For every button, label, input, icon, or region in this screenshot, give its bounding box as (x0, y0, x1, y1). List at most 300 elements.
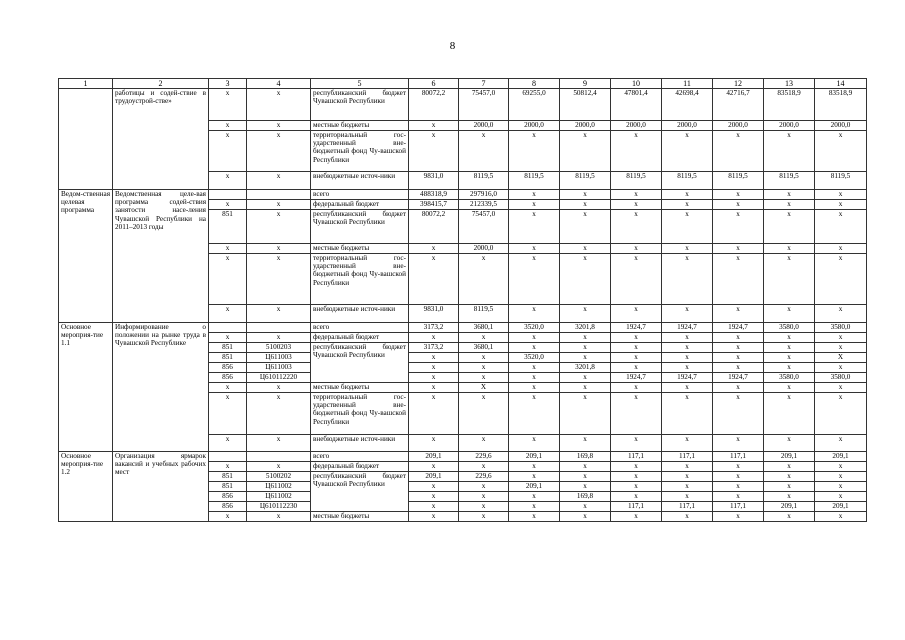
value-cell: x (459, 492, 509, 502)
value-cell: x (611, 305, 662, 323)
value-cell: 117,1 (662, 452, 713, 462)
value-cell: x (815, 462, 867, 472)
source-cell: республиканский бюджет Чувашской Республики (311, 210, 409, 244)
value-cell: x (764, 482, 815, 492)
value-cell: 117,1 (713, 502, 764, 512)
value-cell: x (764, 492, 815, 502)
value-cell: x (815, 333, 867, 343)
value-cell: 209,1 (815, 452, 867, 462)
value-cell: 3580,0 (764, 373, 815, 383)
value-cell: 8119,5 (611, 172, 662, 190)
value-cell: x (662, 353, 713, 363)
source-cell: республиканский бюджет Чувашской Республики (311, 343, 409, 383)
value-cell: 2000,0 (611, 121, 662, 131)
value-cell: 50812,4 (560, 89, 611, 121)
column-header: 5 (311, 79, 409, 89)
column-header: 4 (247, 79, 311, 89)
source-cell: территориальный гос-ударственный вне-бюджетный фонд Чу-вашской Республики (311, 254, 409, 305)
value-cell: x (713, 393, 764, 435)
value-cell: x (713, 512, 764, 522)
value-cell: x (764, 472, 815, 482)
source-cell: внебюджетные источ-ники (311, 435, 409, 452)
value-cell: x (662, 393, 713, 435)
value-cell: 229,6 (459, 472, 509, 482)
value-cell: x (764, 200, 815, 210)
value-cell: x (662, 512, 713, 522)
value-cell: x (209, 131, 247, 172)
value-cell: 1924,7 (662, 373, 713, 383)
value-cell: Ц611002 (247, 492, 311, 502)
value-cell: x (713, 435, 764, 452)
value-cell: x (815, 363, 867, 373)
value-cell: 83518,9 (764, 89, 815, 121)
table-row (59, 190, 867, 200)
value-cell: x (409, 333, 459, 343)
value-cell: Ц610112220 (247, 373, 311, 383)
value-cell: 8119,5 (662, 172, 713, 190)
name-cell: Информирование о положении на рынке труда в Чувашской Республике (113, 323, 209, 452)
value-cell: x (509, 190, 560, 200)
value-cell: x (409, 435, 459, 452)
source-cell: всего (311, 190, 409, 200)
value-cell: x (247, 121, 311, 131)
value-cell: x (560, 393, 611, 435)
value-cell: 75457,0 (459, 210, 509, 244)
value-cell: x (815, 244, 867, 254)
value-cell: x (611, 512, 662, 522)
value-cell: x (409, 363, 459, 373)
value-cell: x (209, 172, 247, 190)
value-cell (209, 452, 247, 462)
value-cell: Ц611002 (247, 482, 311, 492)
source-cell: территориальный гос-ударственный вне-бюджетный фонд Чу-вашской Республики (311, 131, 409, 172)
value-cell: x (459, 254, 509, 305)
value-cell: 8119,5 (560, 172, 611, 190)
value-cell: x (247, 462, 311, 472)
value-cell: 2000,0 (815, 121, 867, 131)
value-cell: x (713, 482, 764, 492)
value-cell: 209,1 (764, 502, 815, 512)
value-cell: x (209, 393, 247, 435)
value-cell: x (509, 244, 560, 254)
value-cell: x (459, 131, 509, 172)
value-cell: 3580,0 (815, 373, 867, 383)
value-cell: x (713, 200, 764, 210)
value-cell: 3680,1 (459, 323, 509, 333)
value-cell: x (560, 353, 611, 363)
column-header: 9 (560, 79, 611, 89)
source-cell: местные бюджеты (311, 512, 409, 522)
name-cell: Организация ярмарок вакансий и учебных рабочих мест (113, 452, 209, 522)
value-cell: 209,1 (815, 502, 867, 512)
value-cell: x (560, 254, 611, 305)
column-header: 14 (815, 79, 867, 89)
value-cell: 3173,2 (409, 343, 459, 353)
value-cell: x (560, 435, 611, 452)
value-cell: x (209, 462, 247, 472)
value-cell: x (409, 383, 459, 393)
value-cell: x (459, 502, 509, 512)
value-cell: x (247, 383, 311, 393)
value-cell: x (509, 472, 560, 482)
value-cell: x (662, 363, 713, 373)
value-cell: x (815, 472, 867, 482)
value-cell: x (560, 373, 611, 383)
value-cell: Ц610112230 (247, 502, 311, 512)
value-cell: x (815, 435, 867, 452)
value-cell: 2000,0 (713, 121, 764, 131)
value-cell: 3680,1 (459, 343, 509, 353)
value-cell: 3580,0 (764, 323, 815, 333)
value-cell: 8119,5 (459, 305, 509, 323)
value-cell: x (662, 200, 713, 210)
value-cell: 69255,0 (509, 89, 560, 121)
value-cell: x (764, 305, 815, 323)
value-cell: x (560, 462, 611, 472)
value-cell: 8119,5 (764, 172, 815, 190)
value-cell: x (509, 254, 560, 305)
value-cell: x (713, 472, 764, 482)
table-row (59, 79, 867, 89)
value-cell: x (409, 373, 459, 383)
source-cell: федеральный бюджет (311, 333, 409, 343)
value-cell: 8119,5 (815, 172, 867, 190)
value-cell: 8119,5 (459, 172, 509, 190)
value-cell: x (815, 482, 867, 492)
value-cell: x (509, 131, 560, 172)
value-cell: x (662, 244, 713, 254)
value-cell: 1924,7 (611, 373, 662, 383)
value-cell: x (560, 200, 611, 210)
value-cell: 117,1 (662, 502, 713, 512)
value-cell: x (764, 190, 815, 200)
value-cell: x (459, 462, 509, 472)
value-cell: x (409, 482, 459, 492)
value-cell: 851 (209, 472, 247, 482)
value-cell: x (560, 482, 611, 492)
value-cell: 3173,2 (409, 323, 459, 333)
value-cell: 47801,4 (611, 89, 662, 121)
value-cell: 851 (209, 482, 247, 492)
value-cell: x (713, 343, 764, 353)
value-cell: x (611, 492, 662, 502)
value-cell: x (209, 121, 247, 131)
value-cell: 2000,0 (459, 121, 509, 131)
value-cell: 8119,5 (509, 172, 560, 190)
value-cell: x (713, 305, 764, 323)
name-cell: Ведомственная целе-вая программа содей-ствия занятости насе-ления Чувашской Республики на 2011–2013 годы (113, 190, 209, 323)
value-cell: x (459, 482, 509, 492)
value-cell: x (662, 383, 713, 393)
value-cell: x (662, 190, 713, 200)
value-cell: x (560, 244, 611, 254)
value-cell: 3520,0 (509, 353, 560, 363)
value-cell: x (764, 435, 815, 452)
value-cell (247, 323, 311, 333)
value-cell: x (764, 353, 815, 363)
value-cell: 42698,4 (662, 89, 713, 121)
value-cell: 209,1 (409, 472, 459, 482)
value-cell: Ц611003 (247, 353, 311, 363)
value-cell: 856 (209, 502, 247, 512)
value-cell: x (764, 363, 815, 373)
value-cell: x (209, 200, 247, 210)
column-header: 3 (209, 79, 247, 89)
value-cell: x (459, 373, 509, 383)
value-cell: x (209, 512, 247, 522)
value-cell: 229,6 (459, 452, 509, 462)
value-cell: x (509, 343, 560, 353)
value-cell: x (509, 492, 560, 502)
value-cell: x (409, 131, 459, 172)
value-cell: 169,8 (560, 492, 611, 502)
value-cell: 9831,0 (409, 305, 459, 323)
value-cell: x (209, 333, 247, 343)
table-row (59, 89, 867, 121)
value-cell: x (209, 89, 247, 121)
source-cell: республиканский бюджет Чувашской Республики (311, 472, 409, 512)
value-cell: 488318,9 (409, 190, 459, 200)
value-cell: x (509, 393, 560, 435)
value-cell: 856 (209, 363, 247, 373)
value-cell: 851 (209, 343, 247, 353)
value-cell: x (662, 482, 713, 492)
value-cell: x (662, 131, 713, 172)
value-cell: 2000,0 (509, 121, 560, 131)
value-cell: x (560, 383, 611, 393)
value-cell: 80072,2 (409, 210, 459, 244)
value-cell (247, 190, 311, 200)
value-cell: 2000,0 (560, 121, 611, 131)
value-cell: 169,8 (560, 452, 611, 462)
value-cell: x (611, 254, 662, 305)
value-cell: 2000,0 (764, 121, 815, 131)
value-cell: x (611, 210, 662, 244)
value-cell: x (509, 383, 560, 393)
value-cell: 2000,0 (459, 244, 509, 254)
column-header: 13 (764, 79, 815, 89)
value-cell: x (247, 435, 311, 452)
value-cell: x (611, 383, 662, 393)
value-cell: 3520,0 (509, 323, 560, 333)
value-cell: x (662, 210, 713, 244)
table-row (59, 452, 867, 462)
value-cell: x (209, 254, 247, 305)
column-header: 11 (662, 79, 713, 89)
source-cell: местные бюджеты (311, 121, 409, 131)
value-cell: x (560, 333, 611, 343)
value-cell: 5100203 (247, 343, 311, 353)
value-cell: x (209, 305, 247, 323)
source-cell: внебюджетные источ-ники (311, 305, 409, 323)
value-cell: 851 (209, 353, 247, 363)
value-cell: x (713, 462, 764, 472)
source-cell: местные бюджеты (311, 244, 409, 254)
value-cell: 209,1 (409, 452, 459, 462)
value-cell: x (611, 333, 662, 343)
name-cell: работицы и содей-ствие в трудоустрой-стве» (113, 89, 209, 190)
value-cell: x (713, 131, 764, 172)
value-cell: x (815, 305, 867, 323)
value-cell: x (247, 210, 311, 244)
value-cell: x (611, 353, 662, 363)
value-cell: x (209, 244, 247, 254)
value-cell: x (409, 254, 459, 305)
value-cell: x (560, 343, 611, 353)
status-cell (59, 89, 113, 190)
value-cell: x (459, 393, 509, 435)
source-cell: территориальный гос-ударственный вне-бюджетный фонд Чу-вашской Республики (311, 393, 409, 435)
value-cell: x (662, 492, 713, 502)
value-cell: x (815, 393, 867, 435)
page-number: 8 (449, 40, 456, 52)
column-header: 10 (611, 79, 662, 89)
value-cell: x (764, 254, 815, 305)
value-cell: x (815, 254, 867, 305)
value-cell: x (409, 502, 459, 512)
value-cell (209, 323, 247, 333)
table-row (59, 323, 867, 333)
value-cell: 398415,7 (409, 200, 459, 210)
value-cell: x (560, 190, 611, 200)
value-cell: x (611, 482, 662, 492)
value-cell: Ц611003 (247, 363, 311, 373)
value-cell: 209,1 (764, 452, 815, 462)
value-cell: 212339,5 (459, 200, 509, 210)
value-cell: 117,1 (713, 452, 764, 462)
value-cell: 1924,7 (713, 373, 764, 383)
value-cell: 856 (209, 373, 247, 383)
value-cell: x (247, 89, 311, 121)
value-cell: 3201,8 (560, 363, 611, 373)
value-cell: x (509, 462, 560, 472)
value-cell: x (662, 435, 713, 452)
value-cell: x (662, 254, 713, 305)
value-cell: 297916,0 (459, 190, 509, 200)
value-cell: 2000,0 (662, 121, 713, 131)
value-cell: 80072,2 (409, 89, 459, 121)
value-cell: x (459, 512, 509, 522)
value-cell: 1924,7 (611, 323, 662, 333)
value-cell: x (459, 333, 509, 343)
value-cell: x (713, 254, 764, 305)
value-cell: x (764, 131, 815, 172)
value-cell: x (713, 492, 764, 502)
value-cell: x (509, 305, 560, 323)
value-cell: x (611, 435, 662, 452)
value-cell: x (713, 333, 764, 343)
value-cell: x (611, 244, 662, 254)
value-cell: x (764, 333, 815, 343)
value-cell: x (662, 343, 713, 353)
value-cell: 209,1 (509, 482, 560, 492)
value-cell: X (459, 383, 509, 393)
value-cell (247, 452, 311, 462)
value-cell: x (764, 512, 815, 522)
value-cell: 5100202 (247, 472, 311, 482)
value-cell: x (815, 131, 867, 172)
value-cell: x (247, 512, 311, 522)
value-cell: x (509, 333, 560, 343)
value-cell: x (247, 254, 311, 305)
value-cell: x (815, 383, 867, 393)
source-cell: внебюджетные источ-ники (311, 172, 409, 190)
budget-table (58, 78, 867, 522)
value-cell: X (815, 353, 867, 363)
value-cell: x (611, 363, 662, 373)
value-cell: x (509, 502, 560, 512)
value-cell: x (509, 373, 560, 383)
source-cell: федеральный бюджет (311, 200, 409, 210)
value-cell: x (815, 512, 867, 522)
value-cell: x (247, 305, 311, 323)
status-cell: Ведом-ственная целевая программа (59, 190, 113, 323)
value-cell: x (662, 305, 713, 323)
column-header: 1 (59, 79, 113, 89)
value-cell: x (713, 383, 764, 393)
source-cell: республиканский бюджет Чувашской Республики (311, 89, 409, 121)
value-cell: x (611, 462, 662, 472)
value-cell: x (209, 383, 247, 393)
value-cell: 1924,7 (713, 323, 764, 333)
value-cell: 117,1 (611, 452, 662, 462)
source-cell: местные бюджеты (311, 383, 409, 393)
source-cell: всего (311, 452, 409, 462)
column-header: 7 (459, 79, 509, 89)
value-cell (209, 190, 247, 200)
value-cell: x (815, 190, 867, 200)
value-cell: 117,1 (611, 502, 662, 512)
value-cell: x (509, 210, 560, 244)
value-cell: x (815, 492, 867, 502)
value-cell: x (764, 393, 815, 435)
value-cell: x (560, 502, 611, 512)
value-cell: x (713, 363, 764, 373)
value-cell: x (409, 512, 459, 522)
value-cell: x (247, 393, 311, 435)
value-cell: x (509, 435, 560, 452)
value-cell: 851 (209, 210, 247, 244)
value-cell: x (459, 363, 509, 373)
value-cell: x (764, 210, 815, 244)
value-cell: x (509, 512, 560, 522)
value-cell: x (764, 462, 815, 472)
value-cell: x (247, 131, 311, 172)
column-header: 8 (509, 79, 560, 89)
value-cell: x (815, 210, 867, 244)
value-cell: x (209, 435, 247, 452)
value-cell: x (662, 462, 713, 472)
status-cell: Основное мероприя-тие 1.2 (59, 452, 113, 522)
value-cell: 83518,9 (815, 89, 867, 121)
value-cell: x (560, 305, 611, 323)
value-cell: x (611, 393, 662, 435)
value-cell: x (611, 200, 662, 210)
value-cell: x (662, 472, 713, 482)
value-cell: x (713, 244, 764, 254)
status-cell: Основное мероприя-тие 1.1 (59, 323, 113, 452)
value-cell: x (409, 393, 459, 435)
value-cell: x (247, 200, 311, 210)
value-cell: x (611, 343, 662, 353)
value-cell: 9831,0 (409, 172, 459, 190)
source-cell: всего (311, 323, 409, 333)
value-cell: x (409, 121, 459, 131)
value-cell: x (713, 210, 764, 244)
value-cell: 209,1 (509, 452, 560, 462)
value-cell: x (713, 353, 764, 363)
value-cell: x (509, 363, 560, 373)
